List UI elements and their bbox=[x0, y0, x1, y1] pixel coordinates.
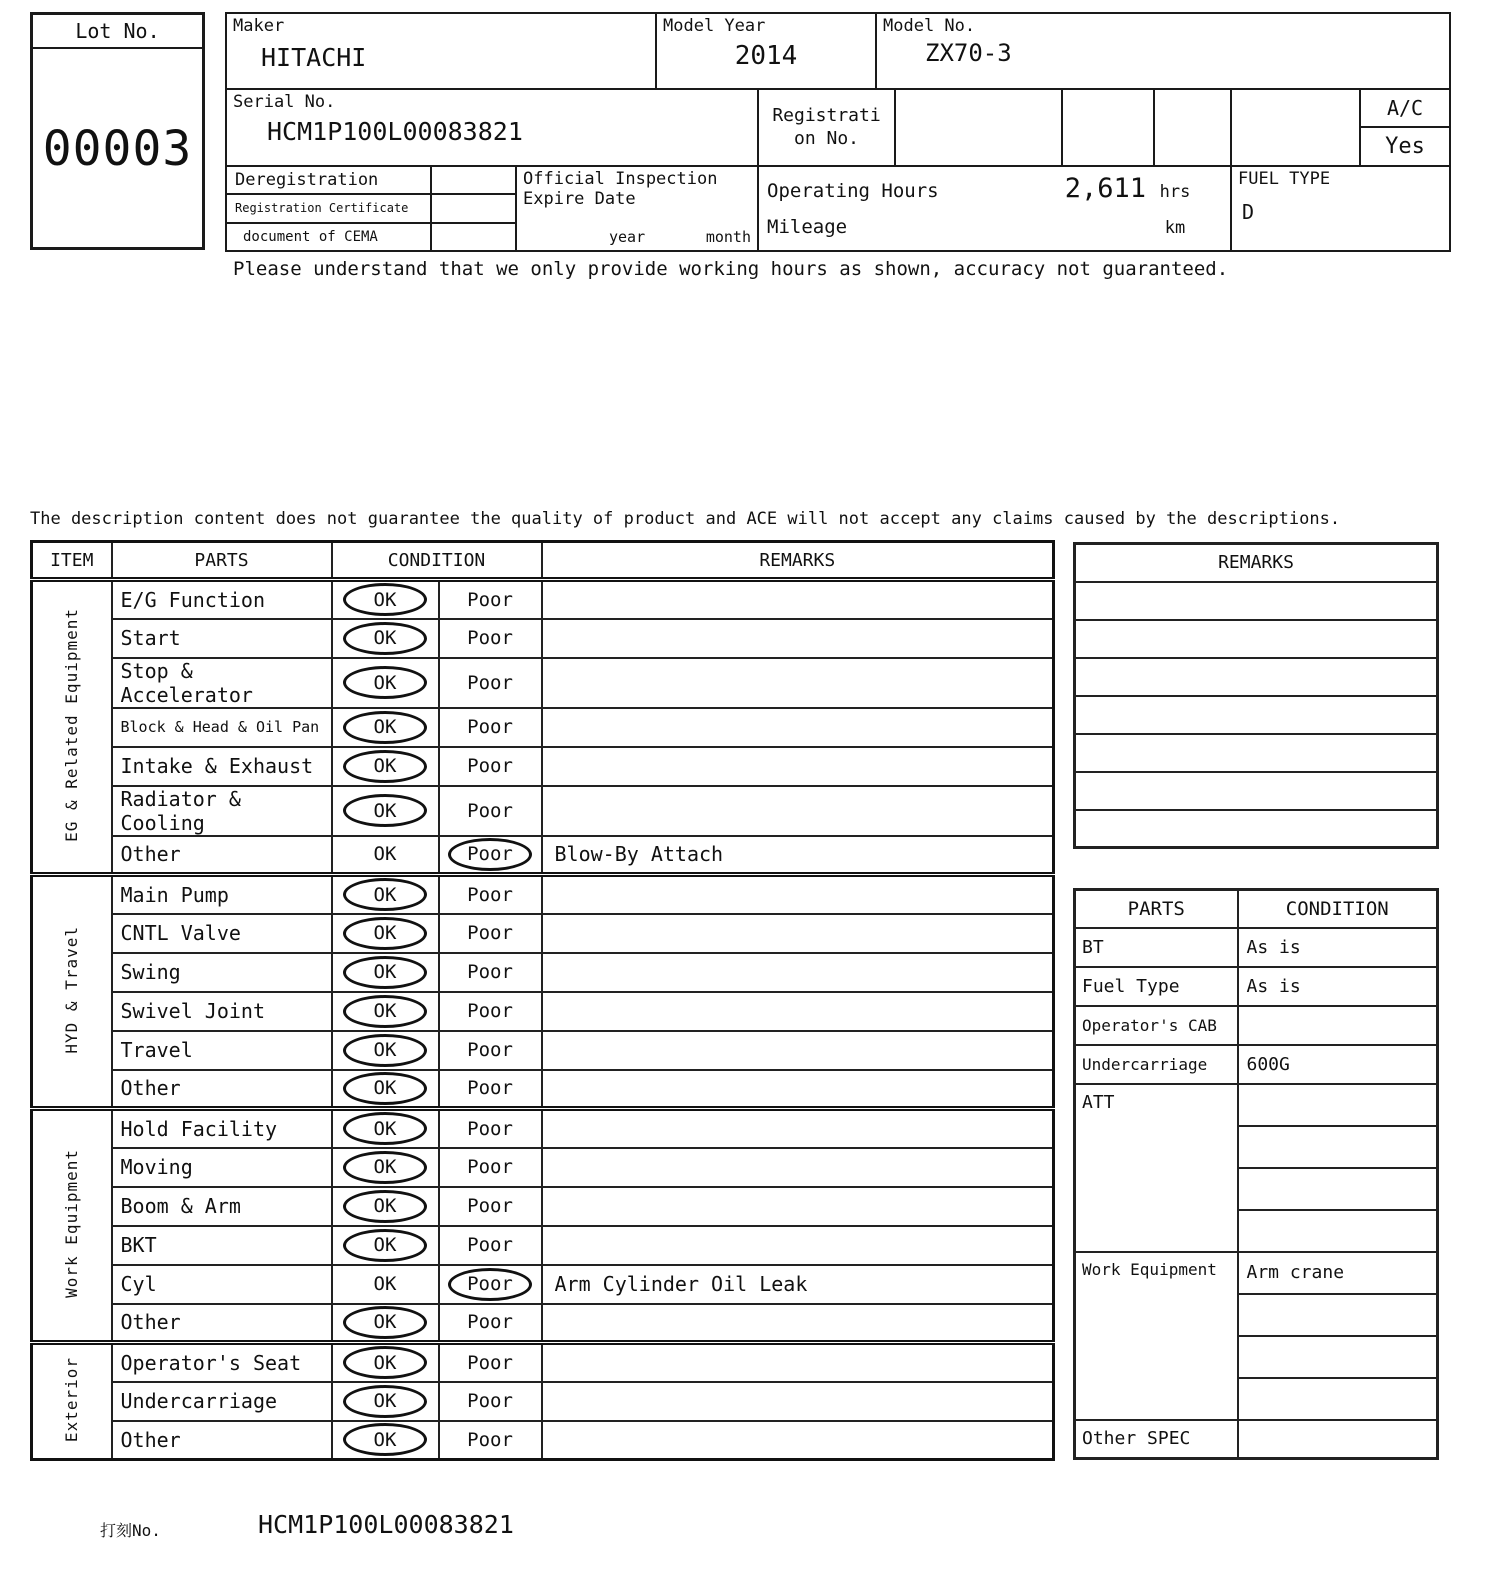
table-row bbox=[32, 1304, 1054, 1343]
hours-disclaimer: Please understand that we only provide working hours as shown, accuracy not guaranteed. bbox=[233, 258, 1229, 280]
poor-circled: Poor bbox=[448, 838, 532, 871]
ok-circled: OK bbox=[343, 1034, 427, 1067]
remarks-row bbox=[1075, 772, 1438, 810]
condition-poor-cell bbox=[439, 1421, 542, 1460]
spec-condition-value bbox=[1238, 1336, 1438, 1378]
ok-label: OK bbox=[373, 843, 397, 866]
serial-no-value: HCM1P100L00083821 bbox=[267, 116, 523, 146]
lot-no-label: Lot No. bbox=[33, 15, 202, 49]
part-name: E/G Function bbox=[112, 580, 332, 619]
poor-label: Poor bbox=[467, 1234, 513, 1256]
item-column-header: ITEM bbox=[32, 542, 112, 580]
spec-row bbox=[1075, 1045, 1438, 1084]
spec-condition-value bbox=[1238, 1126, 1438, 1168]
table-row bbox=[32, 836, 1054, 875]
deregistration-value-cell bbox=[432, 167, 517, 195]
ok-circled: OK bbox=[343, 622, 427, 655]
poor-label: Poor bbox=[467, 755, 513, 777]
condition-poor-cell bbox=[439, 1031, 542, 1070]
maker-value: HITACHI bbox=[261, 42, 367, 72]
condition-poor-cell bbox=[439, 836, 542, 875]
spec-part-name: BT bbox=[1075, 928, 1238, 967]
remarks-row bbox=[1075, 810, 1438, 848]
table-row bbox=[32, 1070, 1054, 1109]
spec-part-name: Fuel Type bbox=[1075, 967, 1238, 1006]
condition-ok-cell bbox=[332, 1148, 439, 1187]
condition-poor-cell bbox=[439, 1265, 542, 1304]
table-row bbox=[32, 875, 1054, 914]
item-group-label-text: HYD & Travel bbox=[62, 925, 82, 1054]
serial-no-cell bbox=[227, 90, 759, 167]
remark-text bbox=[542, 1343, 1054, 1382]
poor-label: Poor bbox=[467, 1390, 513, 1412]
part-name: Intake & Exhaust bbox=[112, 747, 332, 786]
spec-table bbox=[1073, 888, 1439, 1460]
parts-column-header: PARTS bbox=[112, 542, 332, 580]
poor-label: Poor bbox=[467, 922, 513, 944]
remarks-empty-cell bbox=[1075, 810, 1438, 848]
remark-text bbox=[542, 1382, 1054, 1421]
maker-label: Maker bbox=[233, 16, 285, 36]
remarks-empty-cell bbox=[1075, 696, 1438, 734]
part-name: Boom & Arm bbox=[112, 1187, 332, 1226]
condition-poor-cell bbox=[439, 1187, 542, 1226]
part-name: Block & Head & Oil Pan bbox=[112, 708, 332, 747]
part-name: Moving bbox=[112, 1148, 332, 1187]
fuel-type-cell bbox=[1232, 167, 1451, 252]
remark-text bbox=[542, 875, 1054, 914]
ok-circled: OK bbox=[343, 750, 427, 783]
operating-hours-label: Operating Hours bbox=[767, 180, 939, 202]
item-group-label-text: Work Equipment bbox=[62, 1149, 82, 1298]
part-name: Undercarriage bbox=[112, 1382, 332, 1421]
table-row bbox=[32, 953, 1054, 992]
condition-ok-cell bbox=[332, 836, 439, 875]
ok-circled: OK bbox=[343, 956, 427, 989]
remark-text bbox=[542, 1070, 1054, 1109]
part-name: Other bbox=[112, 1421, 332, 1460]
remark-text bbox=[542, 914, 1054, 953]
stamp-no-label: 打刻No. bbox=[100, 1521, 161, 1540]
model-year-cell bbox=[657, 14, 877, 90]
spec-condition-value bbox=[1238, 1210, 1438, 1252]
table-row bbox=[32, 1148, 1054, 1187]
remark-text bbox=[542, 747, 1054, 786]
ok-circled: OK bbox=[343, 1229, 427, 1262]
spec-condition-value bbox=[1238, 1168, 1438, 1210]
remark-text bbox=[542, 580, 1054, 619]
condition-ok-cell bbox=[332, 747, 439, 786]
condition-poor-cell bbox=[439, 992, 542, 1031]
table-row bbox=[32, 747, 1054, 786]
year-label: year bbox=[609, 228, 646, 246]
condition-ok-cell bbox=[332, 1382, 439, 1421]
remarks-empty-cell bbox=[1075, 658, 1438, 696]
remark-text: Blow-By Attach bbox=[542, 836, 1054, 875]
condition-ok-cell bbox=[332, 1421, 439, 1460]
spec-condition-value: As is bbox=[1238, 928, 1438, 967]
spec-row bbox=[1075, 928, 1438, 967]
poor-label: Poor bbox=[467, 883, 513, 906]
part-name: Main Pump bbox=[112, 875, 332, 914]
serial-no-label: Serial No. bbox=[233, 92, 336, 112]
table-row bbox=[32, 786, 1054, 836]
remark-text bbox=[542, 1304, 1054, 1343]
ok-circled: OK bbox=[343, 794, 427, 827]
remark-text bbox=[542, 992, 1054, 1031]
item-group-label bbox=[32, 580, 112, 875]
condition-ok-cell bbox=[332, 1187, 439, 1226]
table-row bbox=[32, 580, 1054, 619]
part-name: Start bbox=[112, 619, 332, 658]
part-name: Stop & Accelerator bbox=[112, 658, 332, 708]
poor-label: Poor bbox=[467, 961, 513, 983]
header-empty-cell-2 bbox=[1155, 90, 1232, 167]
spec-condition-column-header: CONDITION bbox=[1238, 890, 1438, 928]
inspection-table-header bbox=[32, 542, 1054, 580]
poor-label: Poor bbox=[467, 1311, 513, 1334]
spec-table-header bbox=[1075, 890, 1438, 928]
poor-label: Poor bbox=[467, 1039, 513, 1061]
remarks-empty-cell bbox=[1075, 620, 1438, 658]
remark-text bbox=[542, 1226, 1054, 1265]
condition-poor-cell bbox=[439, 1343, 542, 1382]
spec-part-name: Other SPEC bbox=[1075, 1420, 1238, 1459]
remarks-panel-title: REMARKS bbox=[1075, 544, 1438, 582]
condition-ok-cell bbox=[332, 619, 439, 658]
item-group-label bbox=[32, 1109, 112, 1343]
lot-box bbox=[30, 12, 205, 250]
condition-poor-cell bbox=[439, 1226, 542, 1265]
condition-poor-cell bbox=[439, 1148, 542, 1187]
part-name: Travel bbox=[112, 1031, 332, 1070]
remark-text bbox=[542, 1031, 1054, 1070]
remark-text bbox=[542, 1109, 1054, 1148]
table-row bbox=[32, 708, 1054, 747]
remarks-row bbox=[1075, 620, 1438, 658]
condition-poor-cell bbox=[439, 619, 542, 658]
condition-ok-cell bbox=[332, 875, 439, 914]
mileage-unit: km bbox=[1164, 218, 1186, 238]
spec-row bbox=[1075, 1252, 1438, 1294]
remark-text bbox=[542, 1148, 1054, 1187]
remark-text bbox=[542, 1187, 1054, 1226]
part-name: CNTL Valve bbox=[112, 914, 332, 953]
item-group-label bbox=[32, 875, 112, 1109]
spec-row bbox=[1075, 967, 1438, 1006]
poor-label: Poor bbox=[467, 671, 513, 694]
condition-poor-cell bbox=[439, 1304, 542, 1343]
poor-label: Poor bbox=[467, 627, 513, 649]
poor-label: Poor bbox=[467, 588, 513, 611]
official-inspection-cell bbox=[517, 167, 759, 252]
poor-label: Poor bbox=[467, 1000, 513, 1022]
part-name: Swing bbox=[112, 953, 332, 992]
ok-circled: OK bbox=[343, 1112, 427, 1145]
condition-ok-cell bbox=[332, 1070, 439, 1109]
operating-hours-value: 2,611 bbox=[1064, 173, 1146, 204]
poor-label: Poor bbox=[467, 799, 513, 822]
remarks-empty-cell bbox=[1075, 734, 1438, 772]
part-name: Other bbox=[112, 836, 332, 875]
item-group-label-text: EG & Related Equipment bbox=[62, 608, 82, 842]
ok-circled: OK bbox=[343, 1072, 427, 1105]
hours-mileage-cell bbox=[759, 167, 1232, 252]
fuel-type-label: FUEL TYPE bbox=[1238, 169, 1331, 189]
registration-no-label: Registrati on No. bbox=[772, 105, 881, 149]
condition-poor-cell bbox=[439, 786, 542, 836]
condition-ok-cell bbox=[332, 786, 439, 836]
condition-poor-cell bbox=[439, 953, 542, 992]
remarks-row bbox=[1075, 582, 1438, 620]
condition-column-header: CONDITION bbox=[332, 542, 542, 580]
poor-circled: Poor bbox=[448, 1268, 532, 1301]
ok-circled: OK bbox=[343, 1385, 427, 1418]
poor-label: Poor bbox=[467, 1077, 513, 1100]
ok-circled: OK bbox=[343, 666, 427, 699]
part-name: BKT bbox=[112, 1226, 332, 1265]
item-group-label bbox=[32, 1343, 112, 1460]
condition-poor-cell bbox=[439, 580, 542, 619]
ok-circled: OK bbox=[343, 711, 427, 744]
table-row bbox=[32, 1421, 1054, 1460]
registration-certificate-value-cell bbox=[432, 195, 517, 223]
lot-no-value: 00003 bbox=[42, 121, 193, 177]
condition-ok-cell bbox=[332, 953, 439, 992]
remark-text bbox=[542, 619, 1054, 658]
condition-ok-cell bbox=[332, 1304, 439, 1343]
official-inspection-units bbox=[517, 228, 757, 246]
ok-circled: OK bbox=[343, 917, 427, 950]
remark-text bbox=[542, 786, 1054, 836]
table-row bbox=[32, 1031, 1054, 1070]
table-row bbox=[32, 658, 1054, 708]
poor-label: Poor bbox=[467, 716, 513, 738]
remark-text bbox=[542, 708, 1054, 747]
remarks-empty-cell bbox=[1075, 772, 1438, 810]
table-row bbox=[32, 1109, 1054, 1148]
table-row bbox=[32, 1187, 1054, 1226]
spec-row bbox=[1075, 1084, 1438, 1126]
remark-text: Arm Cylinder Oil Leak bbox=[542, 1265, 1054, 1304]
spec-row bbox=[1075, 1006, 1438, 1045]
spec-condition-value: Arm crane bbox=[1238, 1252, 1438, 1294]
part-name: Cyl bbox=[112, 1265, 332, 1304]
ac-cell bbox=[1361, 90, 1451, 167]
ac-value: Yes bbox=[1385, 134, 1425, 159]
spec-part-name: Undercarriage bbox=[1075, 1045, 1238, 1084]
model-no-cell bbox=[877, 14, 1451, 90]
part-name: Hold Facility bbox=[112, 1109, 332, 1148]
ok-label: OK bbox=[373, 1273, 397, 1295]
spec-part-name: Operator's CAB bbox=[1075, 1006, 1238, 1045]
remark-text bbox=[542, 658, 1054, 708]
poor-label: Poor bbox=[467, 1351, 513, 1374]
registration-no-cell bbox=[759, 90, 896, 167]
item-group-label-text: Exterior bbox=[62, 1356, 82, 1443]
spec-condition-value bbox=[1238, 1006, 1438, 1045]
condition-ok-cell bbox=[332, 1109, 439, 1148]
condition-poor-cell bbox=[439, 914, 542, 953]
maker-cell bbox=[227, 14, 657, 90]
condition-poor-cell bbox=[439, 708, 542, 747]
model-no-value: ZX70-3 bbox=[925, 38, 1012, 67]
spec-condition-value bbox=[1238, 1378, 1438, 1420]
ok-circled: OK bbox=[343, 1306, 427, 1339]
condition-poor-cell bbox=[439, 747, 542, 786]
spec-condition-value: As is bbox=[1238, 967, 1438, 1006]
spec-part-name: Work Equipment bbox=[1075, 1252, 1238, 1420]
ok-circled: OK bbox=[343, 1346, 427, 1379]
condition-ok-cell bbox=[332, 992, 439, 1031]
table-row bbox=[32, 1265, 1054, 1304]
document-of-cema-label: document of CEMA bbox=[227, 224, 432, 252]
spec-part-name: ATT bbox=[1075, 1084, 1238, 1252]
operating-hours-unit: hrs bbox=[1159, 182, 1191, 202]
stamp-no-value: HCM1P100L00083821 bbox=[258, 1510, 514, 1539]
table-row bbox=[32, 914, 1054, 953]
header-table bbox=[225, 12, 1451, 252]
table-row bbox=[32, 1343, 1054, 1382]
poor-label: Poor bbox=[467, 1156, 513, 1178]
fuel-type-value: D bbox=[1242, 199, 1255, 224]
official-inspection-label: Official Inspection Expire Date bbox=[523, 169, 718, 209]
spec-condition-value: 600G bbox=[1238, 1045, 1438, 1084]
document-of-cema-value-cell bbox=[432, 224, 517, 252]
remarks-column-header: REMARKS bbox=[542, 542, 1054, 580]
spec-condition-value bbox=[1238, 1294, 1438, 1336]
remarks-row bbox=[1075, 658, 1438, 696]
condition-poor-cell bbox=[439, 658, 542, 708]
condition-poor-cell bbox=[439, 875, 542, 914]
remarks-panel bbox=[1073, 542, 1439, 849]
model-no-label: Model No. bbox=[883, 16, 976, 36]
condition-poor-cell bbox=[439, 1070, 542, 1109]
registration-certificate-label: Registration Certificate bbox=[227, 195, 432, 223]
mileage-label: Mileage bbox=[767, 216, 848, 238]
part-name: Radiator & Cooling bbox=[112, 786, 332, 836]
model-year-value: 2014 bbox=[734, 40, 798, 71]
part-name: Other bbox=[112, 1070, 332, 1109]
ok-circled: OK bbox=[343, 995, 427, 1028]
poor-label: Poor bbox=[467, 1195, 513, 1217]
table-row bbox=[32, 1226, 1054, 1265]
condition-poor-cell bbox=[439, 1382, 542, 1421]
header-empty-cell-3 bbox=[1232, 90, 1361, 167]
condition-ok-cell bbox=[332, 658, 439, 708]
table-row bbox=[32, 992, 1054, 1031]
poor-label: Poor bbox=[467, 1117, 513, 1140]
remarks-row bbox=[1075, 734, 1438, 772]
inspection-table bbox=[30, 540, 1055, 1461]
spec-condition-value bbox=[1238, 1084, 1438, 1126]
condition-ok-cell bbox=[332, 914, 439, 953]
description-disclaimer: The description content does not guarantee the quality of product and ACE will not accept any claims caused by the descriptions. bbox=[30, 509, 1341, 529]
poor-label: Poor bbox=[467, 1428, 513, 1451]
spec-condition-value bbox=[1238, 1420, 1438, 1459]
condition-poor-cell bbox=[439, 1109, 542, 1148]
ok-circled: OK bbox=[343, 1423, 427, 1456]
remarks-row bbox=[1075, 696, 1438, 734]
table-row bbox=[32, 1382, 1054, 1421]
condition-ok-cell bbox=[332, 1226, 439, 1265]
spec-parts-column-header: PARTS bbox=[1075, 890, 1238, 928]
part-name: Swivel Joint bbox=[112, 992, 332, 1031]
part-name: Operator's Seat bbox=[112, 1343, 332, 1382]
condition-ok-cell bbox=[332, 580, 439, 619]
remark-text bbox=[542, 953, 1054, 992]
month-label: month bbox=[705, 228, 751, 246]
ok-circled: OK bbox=[343, 1190, 427, 1223]
header-empty-cell-1 bbox=[1063, 90, 1155, 167]
condition-ok-cell bbox=[332, 1343, 439, 1382]
spec-row bbox=[1075, 1420, 1438, 1459]
condition-ok-cell bbox=[332, 1031, 439, 1070]
table-row bbox=[32, 619, 1054, 658]
deregistration-label: Deregistration bbox=[227, 167, 432, 195]
remark-text bbox=[542, 1421, 1054, 1460]
condition-ok-cell bbox=[332, 1265, 439, 1304]
ok-circled: OK bbox=[343, 878, 427, 911]
documents-block bbox=[227, 167, 517, 252]
ok-circled: OK bbox=[343, 583, 427, 616]
ac-label: A/C bbox=[1361, 90, 1449, 128]
part-name: Other bbox=[112, 1304, 332, 1343]
condition-ok-cell bbox=[332, 708, 439, 747]
model-year-label: Model Year bbox=[663, 16, 766, 36]
ok-circled: OK bbox=[343, 1151, 427, 1184]
remarks-empty-cell bbox=[1075, 582, 1438, 620]
registration-no-value-cell bbox=[896, 90, 1063, 167]
